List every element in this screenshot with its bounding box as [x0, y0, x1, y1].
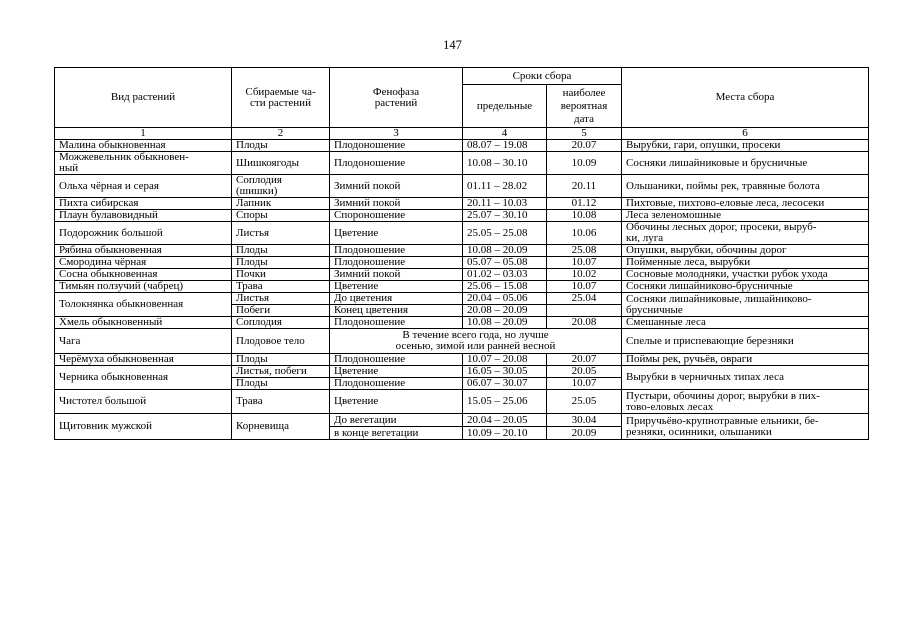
species-cell: Пихта сибирская [55, 198, 232, 210]
header-dates-group: Сроки сбора [463, 68, 622, 85]
table-row [55, 245, 869, 257]
table-row [55, 152, 869, 175]
header-probable: наиболее вероятная дата [547, 85, 622, 128]
probable-date-cell: 10.07 [547, 257, 622, 269]
probable-date-cell: 20.07 [547, 140, 622, 152]
limit-dates-cell: 20.11 – 10.03 [463, 198, 547, 210]
table-row [55, 198, 869, 210]
probable-date-cell: 10.07 [547, 281, 622, 293]
column-number: 5 [547, 128, 622, 140]
species-cell: Рябина обыкновенная [55, 245, 232, 257]
places-cell: Пойменные леса, вырубки [622, 257, 869, 269]
places-cell: Вырубки в черничных типах леса [622, 366, 869, 390]
header-phenophase: Фенофаза растений [330, 68, 463, 128]
species-cell: Малина обыкновенная [55, 140, 232, 152]
phase-cell: Плодоношение [330, 257, 463, 269]
places-cell: Сосняки лишайниковые, лишайниково- брусничные [622, 293, 869, 317]
species-cell: Тимьян ползучий (чабрец) [55, 281, 232, 293]
phase-cell: До вегетации [330, 414, 463, 427]
parts-cell: Листья [232, 222, 330, 245]
places-cell: Вырубки, гари, опушки, просеки [622, 140, 869, 152]
places-cell: Смешанные леса [622, 317, 869, 329]
probable-date-cell: 10.09 [547, 152, 622, 175]
species-cell: Ольха чёрная и серая [55, 175, 232, 198]
phase-cell: Конец цветения [330, 305, 463, 317]
phase-cell: Плодоношение [330, 354, 463, 366]
probable-date-cell: 20.05 [547, 366, 622, 378]
limit-dates-cell: 25.06 – 15.08 [463, 281, 547, 293]
limit-dates-cell: 01.02 – 03.03 [463, 269, 547, 281]
places-cell: Поймы рек, ручьёв, овраги [622, 354, 869, 366]
table-row [55, 317, 869, 329]
header-limit: предельные [463, 85, 547, 128]
phase-cell: Плодоношение [330, 317, 463, 329]
probable-date-cell: 10.02 [547, 269, 622, 281]
table-row [55, 140, 869, 152]
phase-cell: Плодоношение [330, 245, 463, 257]
places-cell: Пихтовые, пихтово-еловые леса, лесосеки [622, 198, 869, 210]
phase-cell: Цветение [330, 281, 463, 293]
parts-cell: Соплодия (шишки) [232, 175, 330, 198]
column-number: 3 [330, 128, 463, 140]
parts-cell: Споры [232, 210, 330, 222]
phase-cell: Плодоношение [330, 152, 463, 175]
probable-date-cell: 10.07 [547, 378, 622, 390]
parts-cell: Плодовое тело [232, 329, 330, 354]
probable-date-cell: 25.08 [547, 245, 622, 257]
parts-cell: Лапник [232, 198, 330, 210]
plant-collection-table [54, 67, 869, 440]
phase-cell: Плодоношение [330, 378, 463, 390]
table-row [55, 354, 869, 366]
probable-date-cell: 20.08 [547, 317, 622, 329]
limit-dates-cell: 10.08 – 20.09 [463, 245, 547, 257]
limit-dates-cell: 25.05 – 25.08 [463, 222, 547, 245]
phase-cell: Цветение [330, 222, 463, 245]
phase-cell: Плодоношение [330, 140, 463, 152]
column-number: 6 [622, 128, 869, 140]
limit-dates-cell: 10.09 – 20.10 [463, 427, 547, 440]
table-row [55, 293, 869, 305]
limit-dates-cell: 20.08 – 20.09 [463, 305, 547, 317]
parts-cell: Плоды [232, 140, 330, 152]
table-row [55, 366, 869, 378]
limit-dates-cell: 20.04 – 05.06 [463, 293, 547, 305]
parts-cell: Листья [232, 293, 330, 305]
limit-dates-cell: 10.08 – 30.10 [463, 152, 547, 175]
species-cell: Сосна обыкновенная [55, 269, 232, 281]
limit-dates-cell: 08.07 – 19.08 [463, 140, 547, 152]
parts-cell: Плоды [232, 245, 330, 257]
parts-cell: Плоды [232, 378, 330, 390]
parts-cell: Трава [232, 390, 330, 414]
limit-dates-cell: 10.07 – 20.08 [463, 354, 547, 366]
places-cell: Сосняки лишайниковые и брусничные [622, 152, 869, 175]
probable-date-cell: 20.09 [547, 427, 622, 440]
parts-cell: Плоды [232, 257, 330, 269]
table-row [55, 281, 869, 293]
limit-dates-cell: 06.07 – 30.07 [463, 378, 547, 390]
places-cell: Приручьёво-крупнотравные ельники, бе- резняки, осинники, ольшаники [622, 414, 869, 440]
limit-dates-cell: 01.11 – 28.02 [463, 175, 547, 198]
probable-date-cell: 25.04 [547, 293, 622, 305]
phase-cell: Спороношение [330, 210, 463, 222]
table-row [55, 222, 869, 245]
parts-cell: Почки [232, 269, 330, 281]
species-cell: Чистотел большой [55, 390, 232, 414]
species-cell: Щитовник мужской [55, 414, 232, 440]
places-cell: Обочины лесных дорог, просеки, выруб- ки, луга [622, 222, 869, 245]
limit-dates-cell: 05.07 – 05.08 [463, 257, 547, 269]
probable-date-cell: 20.07 [547, 354, 622, 366]
species-cell: Можжевельник обыкновен- ный [55, 152, 232, 175]
column-number: 2 [232, 128, 330, 140]
header-parts: Сбираемые ча- сти растений [232, 68, 330, 128]
parts-cell: Трава [232, 281, 330, 293]
period-note-cell: В течение всего года, но лучше осенью, зимой или ранней весной [330, 329, 622, 354]
limit-dates-cell: 25.07 – 30.10 [463, 210, 547, 222]
places-cell: Леса зеленомошные [622, 210, 869, 222]
species-cell: Подорожник большой [55, 222, 232, 245]
table-row [55, 175, 869, 198]
column-number: 4 [463, 128, 547, 140]
limit-dates-cell: 16.05 – 30.05 [463, 366, 547, 378]
probable-date-cell: 30.04 [547, 414, 622, 427]
phase-cell: в конце вегетации [330, 427, 463, 440]
probable-date-cell: 10.06 [547, 222, 622, 245]
header-species: Вид растений [55, 68, 232, 128]
probable-date-cell: 01.12 [547, 198, 622, 210]
phase-cell: Зимний покой [330, 198, 463, 210]
table-row [55, 210, 869, 222]
phase-cell: Цветение [330, 366, 463, 378]
species-cell: Хмель обыкновенный [55, 317, 232, 329]
table-row [55, 269, 869, 281]
parts-cell: Корневища [232, 414, 330, 440]
places-cell: Пустыри, обочины дорог, вырубки в пих- тово-еловых лесах [622, 390, 869, 414]
limit-dates-cell: 10.08 – 20.09 [463, 317, 547, 329]
probable-date-cell [547, 305, 622, 317]
table-row [55, 257, 869, 269]
limit-dates-cell: 15.05 – 25.06 [463, 390, 547, 414]
limit-dates-cell: 20.04 – 20.05 [463, 414, 547, 427]
parts-cell: Побеги [232, 305, 330, 317]
phase-cell: Цветение [330, 390, 463, 414]
column-number: 1 [55, 128, 232, 140]
places-cell: Сосняки лишайниково-брусничные [622, 281, 869, 293]
table-row [55, 414, 869, 427]
parts-cell: Плоды [232, 354, 330, 366]
probable-date-cell: 10.08 [547, 210, 622, 222]
phase-cell: Зимний покой [330, 269, 463, 281]
table-row [55, 390, 869, 414]
parts-cell: Соплодия [232, 317, 330, 329]
probable-date-cell: 20.11 [547, 175, 622, 198]
parts-cell: Листья, побеги [232, 366, 330, 378]
places-cell: Ольшаники, поймы рек, травяные болота [622, 175, 869, 198]
probable-date-cell: 25.05 [547, 390, 622, 414]
species-cell: Черёмуха обыкновенная [55, 354, 232, 366]
phase-cell: До цветения [330, 293, 463, 305]
places-cell: Спелые и приспевающие березняки [622, 329, 869, 354]
species-cell: Черника обыкновенная [55, 366, 232, 390]
places-cell: Сосновые молодняки, участки рубок ухода [622, 269, 869, 281]
species-cell: Чага [55, 329, 232, 354]
header-places: Места сбора [622, 68, 869, 128]
phase-cell: Зимний покой [330, 175, 463, 198]
table-row [55, 329, 869, 354]
species-cell: Толокнянка обыкновенная [55, 293, 232, 317]
species-cell: Плаун булавовидный [55, 210, 232, 222]
species-cell: Смородина чёрная [55, 257, 232, 269]
parts-cell: Шишкоягоды [232, 152, 330, 175]
places-cell: Опушки, вырубки, обочины дорог [622, 245, 869, 257]
page-number: 147 [443, 38, 462, 52]
